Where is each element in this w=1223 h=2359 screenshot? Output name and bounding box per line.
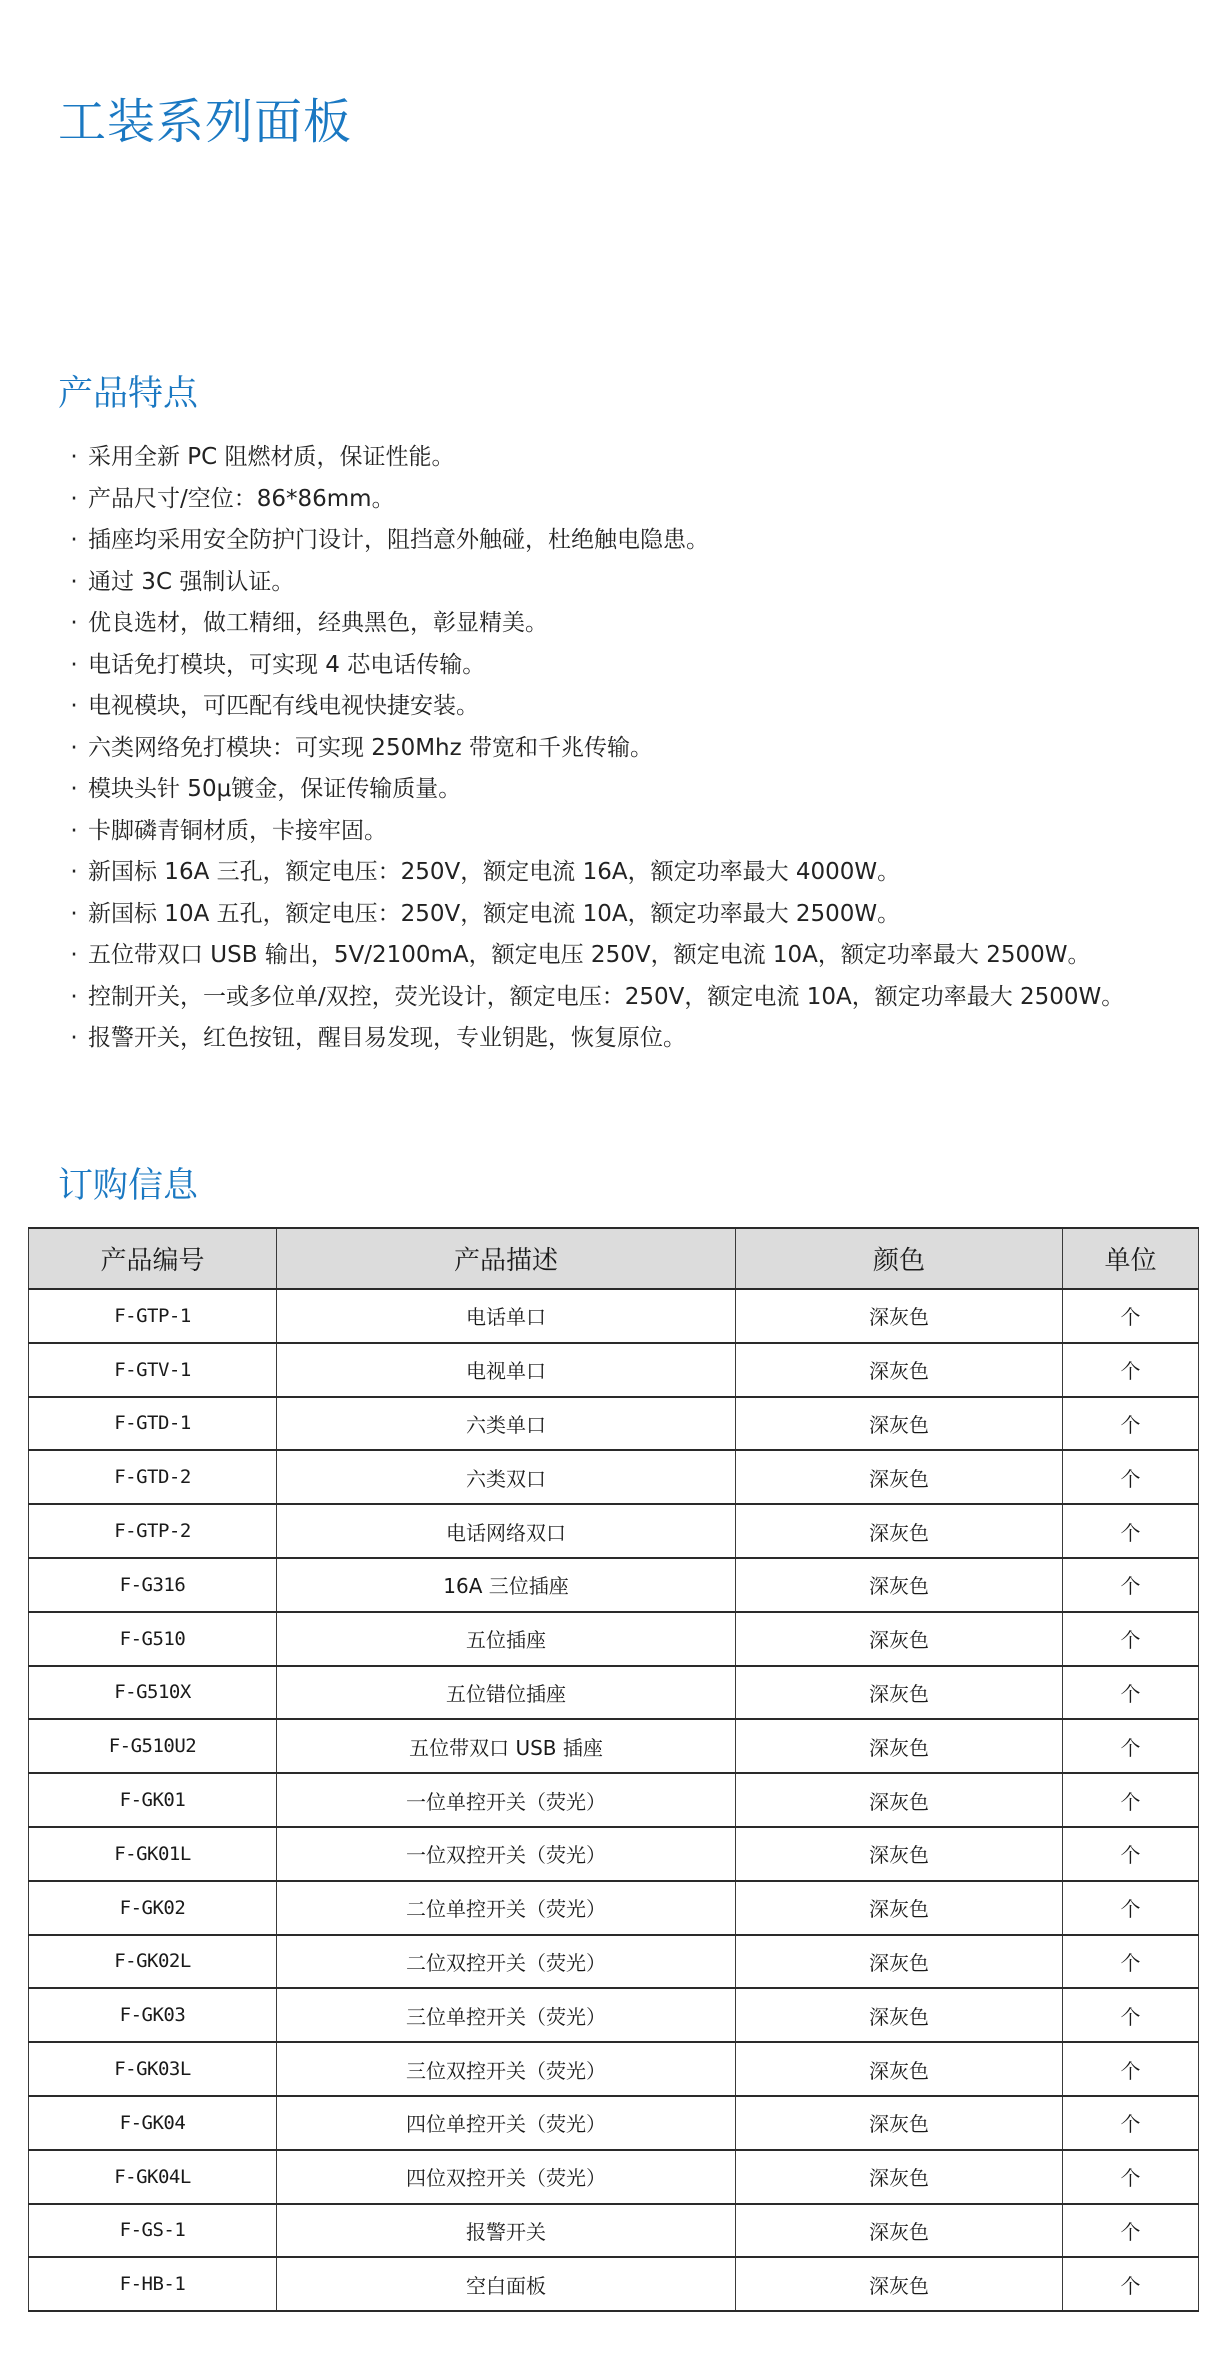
product-unit-cell: 个	[1063, 1450, 1199, 1504]
feature-item	[60, 562, 1170, 604]
product-code-cell: F-GS-1	[29, 2204, 277, 2258]
feature-text: 插座均采用安全防护门设计，阻挡意外触碰，杜绝触电隐患。	[88, 527, 709, 553]
feature-text: 模块头针 50μ镀金，保证传输质量。	[88, 776, 462, 802]
table-row	[29, 1343, 1199, 1397]
product-description-cell: 五位错位插座	[277, 1666, 736, 1720]
product-code-cell: F-GK01L	[29, 1827, 277, 1881]
product-color-cell: 深灰色	[736, 2204, 1063, 2258]
feature-item	[60, 894, 1170, 936]
product-color-cell: 深灰色	[736, 2096, 1063, 2150]
product-description-cell: 16A 三位插座	[277, 1558, 736, 1612]
product-description-cell: 二位双控开关（荧光）	[277, 1935, 736, 1989]
product-color-cell: 深灰色	[736, 1504, 1063, 1558]
product-description-cell: 电话单口	[277, 1289, 736, 1343]
product-description-cell: 报警开关	[277, 2204, 736, 2258]
feature-item	[60, 935, 1170, 977]
product-unit-cell: 个	[1063, 1988, 1199, 2042]
feature-item	[60, 1018, 1170, 1060]
column-header-color: 颜色	[736, 1228, 1063, 1289]
feature-text: 优良选材，做工精细，经典黑色，彰显精美。	[88, 610, 548, 636]
product-code-cell: F-G510U2	[29, 1719, 277, 1773]
feature-item	[60, 686, 1170, 728]
feature-item	[60, 811, 1170, 853]
product-description-cell: 电话网络双口	[277, 1504, 736, 1558]
product-description-cell: 电视单口	[277, 1343, 736, 1397]
product-description-cell: 四位单控开关（荧光）	[277, 2096, 736, 2150]
product-description-cell: 一位双控开关（荧光）	[277, 1827, 736, 1881]
bullet-dot-icon: ·	[70, 1025, 78, 1051]
table-row	[29, 1558, 1199, 1612]
product-code-cell: F-G316	[29, 1558, 277, 1612]
product-color-cell: 深灰色	[736, 1935, 1063, 1989]
feature-text: 卡脚磷青铜材质，卡接牢固。	[88, 817, 387, 844]
product-code-cell: F-GK03	[29, 1988, 277, 2042]
table-row	[29, 1773, 1199, 1827]
product-color-cell: 深灰色	[736, 1612, 1063, 1666]
product-unit-cell: 个	[1063, 1935, 1199, 1989]
table-row	[29, 2096, 1199, 2150]
feature-text: 电话免打模块，可实现 4 芯电话传输。	[88, 651, 486, 678]
product-code-cell: F-GK04L	[29, 2150, 277, 2204]
column-header-unit: 单位	[1063, 1228, 1199, 1289]
product-color-cell: 深灰色	[736, 2042, 1063, 2096]
product-unit-cell: 个	[1063, 1504, 1199, 1558]
feature-item	[60, 852, 1170, 894]
product-unit-cell: 个	[1063, 2096, 1199, 2150]
feature-text: 新国标 10A 五孔，额定电压：250V，额定电流 10A，额定功率最大 2500W。	[88, 900, 901, 927]
bullet-dot-icon: ·	[70, 693, 78, 719]
table-row	[29, 1612, 1199, 1666]
column-header-description: 产品描述	[277, 1228, 736, 1289]
product-color-cell: 深灰色	[736, 1666, 1063, 1720]
bullet-dot-icon: ·	[70, 942, 78, 968]
table-row	[29, 1504, 1199, 1558]
table-row	[29, 1881, 1199, 1935]
product-unit-cell: 个	[1063, 1773, 1199, 1827]
product-color-cell: 深灰色	[736, 1988, 1063, 2042]
bullet-dot-icon: ·	[70, 734, 78, 761]
page-title: 工装系列面板	[58, 94, 353, 150]
product-color-cell: 深灰色	[736, 1450, 1063, 1504]
table-row	[29, 1666, 1199, 1720]
product-description-cell: 五位插座	[277, 1612, 736, 1666]
table-row	[29, 2257, 1199, 2311]
product-code-cell: F-GTP-1	[29, 1289, 277, 1343]
bullet-dot-icon: ·	[70, 651, 78, 678]
product-description-cell: 三位双控开关（荧光）	[277, 2042, 736, 2096]
feature-item	[60, 728, 1170, 770]
product-unit-cell: 个	[1063, 1397, 1199, 1451]
product-code-cell: F-GK02	[29, 1881, 277, 1935]
bullet-dot-icon: ·	[70, 983, 78, 1010]
feature-text: 五位带双口 USB 输出，5V/2100mA，额定电压 250V，额定电流 10A，额定功率最大 2500W。	[88, 942, 1091, 968]
feature-text: 产品尺寸/空位：86*86mm。	[88, 485, 395, 512]
product-code-cell: F-G510	[29, 1612, 277, 1666]
product-unit-cell: 个	[1063, 1881, 1199, 1935]
table-header-row	[29, 1228, 1199, 1289]
feature-text: 报警开关，红色按钮，醒目易发现，专业钥匙，恢复原位。	[88, 1025, 686, 1051]
product-description-cell: 一位单控开关（荧光）	[277, 1773, 736, 1827]
bullet-dot-icon: ·	[70, 444, 78, 470]
table-row	[29, 1827, 1199, 1881]
feature-item	[60, 479, 1170, 521]
product-description-cell: 五位带双口 USB 插座	[277, 1719, 736, 1773]
product-color-cell: 深灰色	[736, 1719, 1063, 1773]
feature-text: 通过 3C 强制认证。	[88, 568, 295, 595]
feature-text: 采用全新 PC 阻燃材质，保证性能。	[88, 444, 455, 470]
product-unit-cell: 个	[1063, 2150, 1199, 2204]
feature-item	[60, 645, 1170, 687]
product-color-cell: 深灰色	[736, 1827, 1063, 1881]
bullet-dot-icon: ·	[70, 859, 78, 885]
product-unit-cell: 个	[1063, 1612, 1199, 1666]
product-code-cell: F-GTD-2	[29, 1450, 277, 1504]
table-row	[29, 1289, 1199, 1343]
feature-item	[60, 603, 1170, 645]
feature-item	[60, 520, 1170, 562]
product-color-cell: 深灰色	[736, 2150, 1063, 2204]
product-unit-cell: 个	[1063, 1343, 1199, 1397]
product-description-cell: 三位单控开关（荧光）	[277, 1988, 736, 2042]
bullet-dot-icon: ·	[70, 900, 78, 927]
product-description-cell: 六类双口	[277, 1450, 736, 1504]
table-row	[29, 1450, 1199, 1504]
product-unit-cell: 个	[1063, 1827, 1199, 1881]
column-header-code: 产品编号	[29, 1228, 277, 1289]
product-description-cell: 六类单口	[277, 1397, 736, 1451]
feature-item	[60, 769, 1170, 811]
product-code-cell: F-GK04	[29, 2096, 277, 2150]
features-heading: 产品特点	[58, 374, 199, 414]
order-table	[28, 1227, 1199, 2312]
product-code-cell: F-G510X	[29, 1666, 277, 1720]
table-row	[29, 1397, 1199, 1451]
product-color-cell: 深灰色	[736, 1881, 1063, 1935]
product-description-cell: 二位单控开关（荧光）	[277, 1881, 736, 1935]
product-code-cell: F-GK03L	[29, 2042, 277, 2096]
product-code-cell: F-GK01	[29, 1773, 277, 1827]
product-color-cell: 深灰色	[736, 1343, 1063, 1397]
product-code-cell: F-GK02L	[29, 1935, 277, 1989]
feature-text: 电视模块，可匹配有线电视快捷安装。	[88, 693, 479, 719]
product-unit-cell: 个	[1063, 2042, 1199, 2096]
bullet-dot-icon: ·	[70, 776, 78, 802]
product-color-cell: 深灰色	[736, 1773, 1063, 1827]
table-row	[29, 2042, 1199, 2096]
table-row	[29, 1935, 1199, 1989]
table-row	[29, 1988, 1199, 2042]
product-code-cell: F-GTD-1	[29, 1397, 277, 1451]
product-color-cell: 深灰色	[736, 2257, 1063, 2311]
product-unit-cell: 个	[1063, 2204, 1199, 2258]
feature-item	[60, 977, 1170, 1019]
product-unit-cell: 个	[1063, 1558, 1199, 1612]
product-unit-cell: 个	[1063, 2257, 1199, 2311]
product-color-cell: 深灰色	[736, 1289, 1063, 1343]
bullet-dot-icon: ·	[70, 610, 78, 636]
table-row	[29, 2150, 1199, 2204]
feature-text: 新国标 16A 三孔，额定电压：250V，额定电流 16A，额定功率最大 4000W。	[88, 859, 901, 885]
product-code-cell: F-HB-1	[29, 2257, 277, 2311]
bullet-dot-icon: ·	[70, 817, 78, 844]
feature-item	[60, 437, 1170, 479]
bullet-dot-icon: ·	[70, 568, 78, 595]
product-color-cell: 深灰色	[736, 1397, 1063, 1451]
bullet-dot-icon: ·	[70, 485, 78, 512]
order-info-heading: 订购信息	[58, 1166, 199, 1206]
table-row	[29, 1719, 1199, 1773]
features-list	[60, 437, 1170, 1060]
product-description-cell: 四位双控开关（荧光）	[277, 2150, 736, 2204]
product-description-cell: 空白面板	[277, 2257, 736, 2311]
product-color-cell: 深灰色	[736, 1558, 1063, 1612]
bullet-dot-icon: ·	[70, 527, 78, 553]
product-code-cell: F-GTP-2	[29, 1504, 277, 1558]
product-unit-cell: 个	[1063, 1666, 1199, 1720]
table-row	[29, 2204, 1199, 2258]
product-code-cell: F-GTV-1	[29, 1343, 277, 1397]
feature-text: 六类网络免打模块：可实现 250Mhz 带宽和千兆传输。	[88, 734, 654, 761]
product-unit-cell: 个	[1063, 1719, 1199, 1773]
product-unit-cell: 个	[1063, 1289, 1199, 1343]
feature-text: 控制开关，一或多位单/双控，荧光设计，额定电压：250V，额定电流 10A，额定功率最大 2500W。	[88, 983, 1125, 1010]
